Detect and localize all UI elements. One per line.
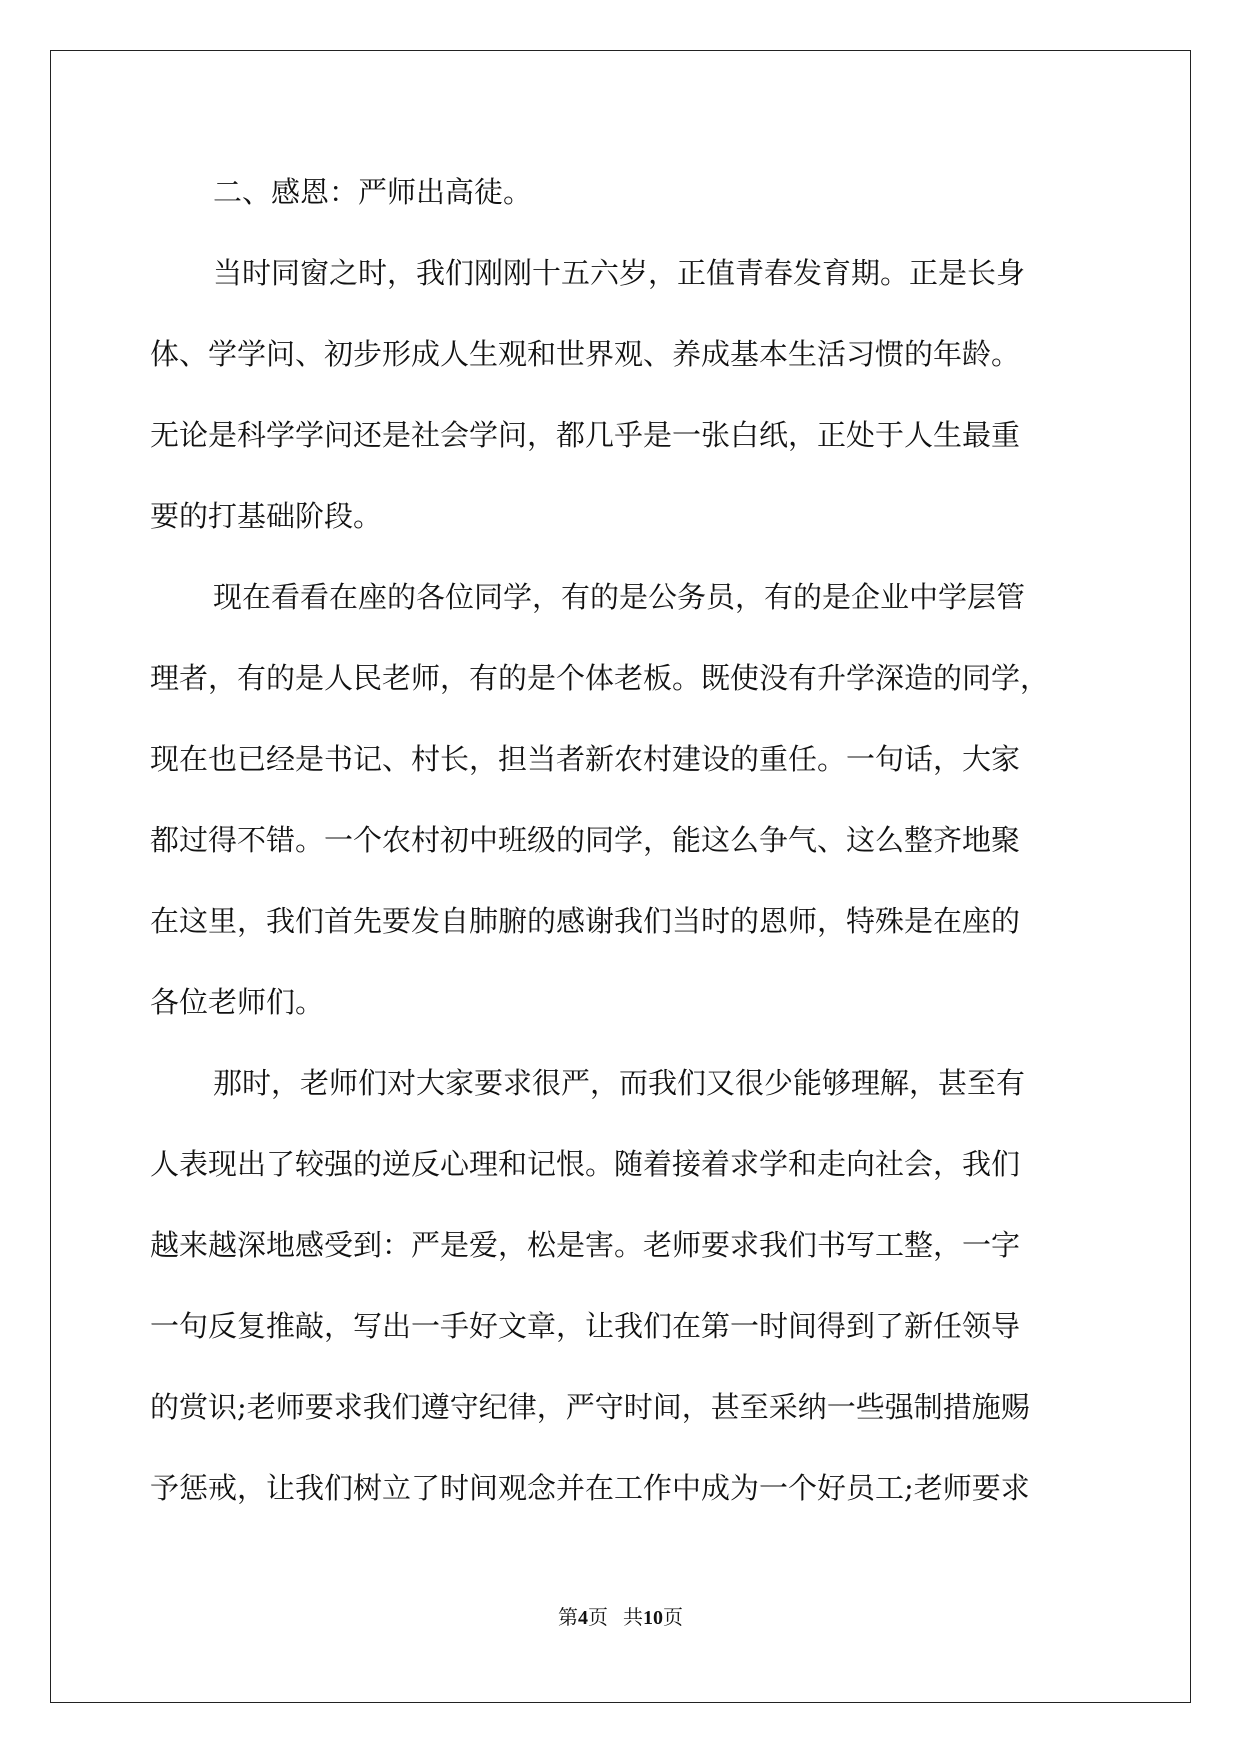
paragraph-line: 当时同窗之时，我们刚刚十五六岁，正值青春发育期。正是长身: [213, 256, 1026, 290]
section-heading: 二、感恩：严师出高徒。: [213, 175, 533, 209]
footer-page-suffix: 页: [588, 1607, 608, 1629]
paragraph-line: 在这里，我们首先要发自肺腑的感谢我们当时的恩师，特殊是在座的: [150, 904, 1021, 938]
paragraph-line: 要的打基础阶段。: [150, 499, 383, 533]
paragraph-line: 予惩戒，让我们树立了时间观念并在工作中成为一个好员工;老师要求: [150, 1471, 1030, 1505]
page-border: [50, 50, 1191, 1703]
paragraph-line: 都过得不错。一个农村初中班级的同学，能这么争气、这么整齐地聚: [150, 823, 1021, 857]
paragraph-line: 现在也已经是书记、村长，担当者新农村建设的重任。一句话，大家: [150, 742, 1021, 776]
footer-page-prefix: 第: [558, 1607, 578, 1629]
paragraph-line: 的赏识;老师要求我们遵守纪律，严守时间，甚至采纳一些强制措施赐: [150, 1390, 1030, 1424]
paragraph-line: 现在看看在座的各位同学，有的是公务员，有的是企业中学层管: [213, 580, 1026, 614]
paragraph-line: 体、学学问、初步形成人生观和世界观、养成基本生活习惯的年龄。: [150, 337, 1021, 371]
footer-total-pages: 10: [643, 1607, 663, 1629]
footer-total-suffix: 页: [663, 1607, 683, 1629]
paragraph-line: 无论是科学学问还是社会学问，都几乎是一张白纸，正处于人生最重: [150, 418, 1021, 452]
paragraph-line: 各位老师们。: [150, 985, 325, 1019]
paragraph-line: 一句反复推敲，写出一手好文章，让我们在第一时间得到了新任领导: [150, 1309, 1021, 1343]
paragraph-line: 理者，有的是人民老师，有的是个体老板。既使没有升学深造的同学，: [150, 661, 1050, 695]
paragraph-line: 人表现出了较强的逆反心理和记恨。随着接着求学和走向社会，我们: [150, 1147, 1021, 1181]
footer-total-prefix: 共: [623, 1607, 643, 1629]
page-footer: [0, 1601, 1241, 1630]
paragraph-line: 越来越深地感受到：严是爱，松是害。老师要求我们书写工整，一字: [150, 1228, 1021, 1262]
footer-page-number: 4: [578, 1607, 588, 1629]
paragraph-line: 那时，老师们对大家要求很严，而我们又很少能够理解，甚至有: [213, 1066, 1026, 1100]
